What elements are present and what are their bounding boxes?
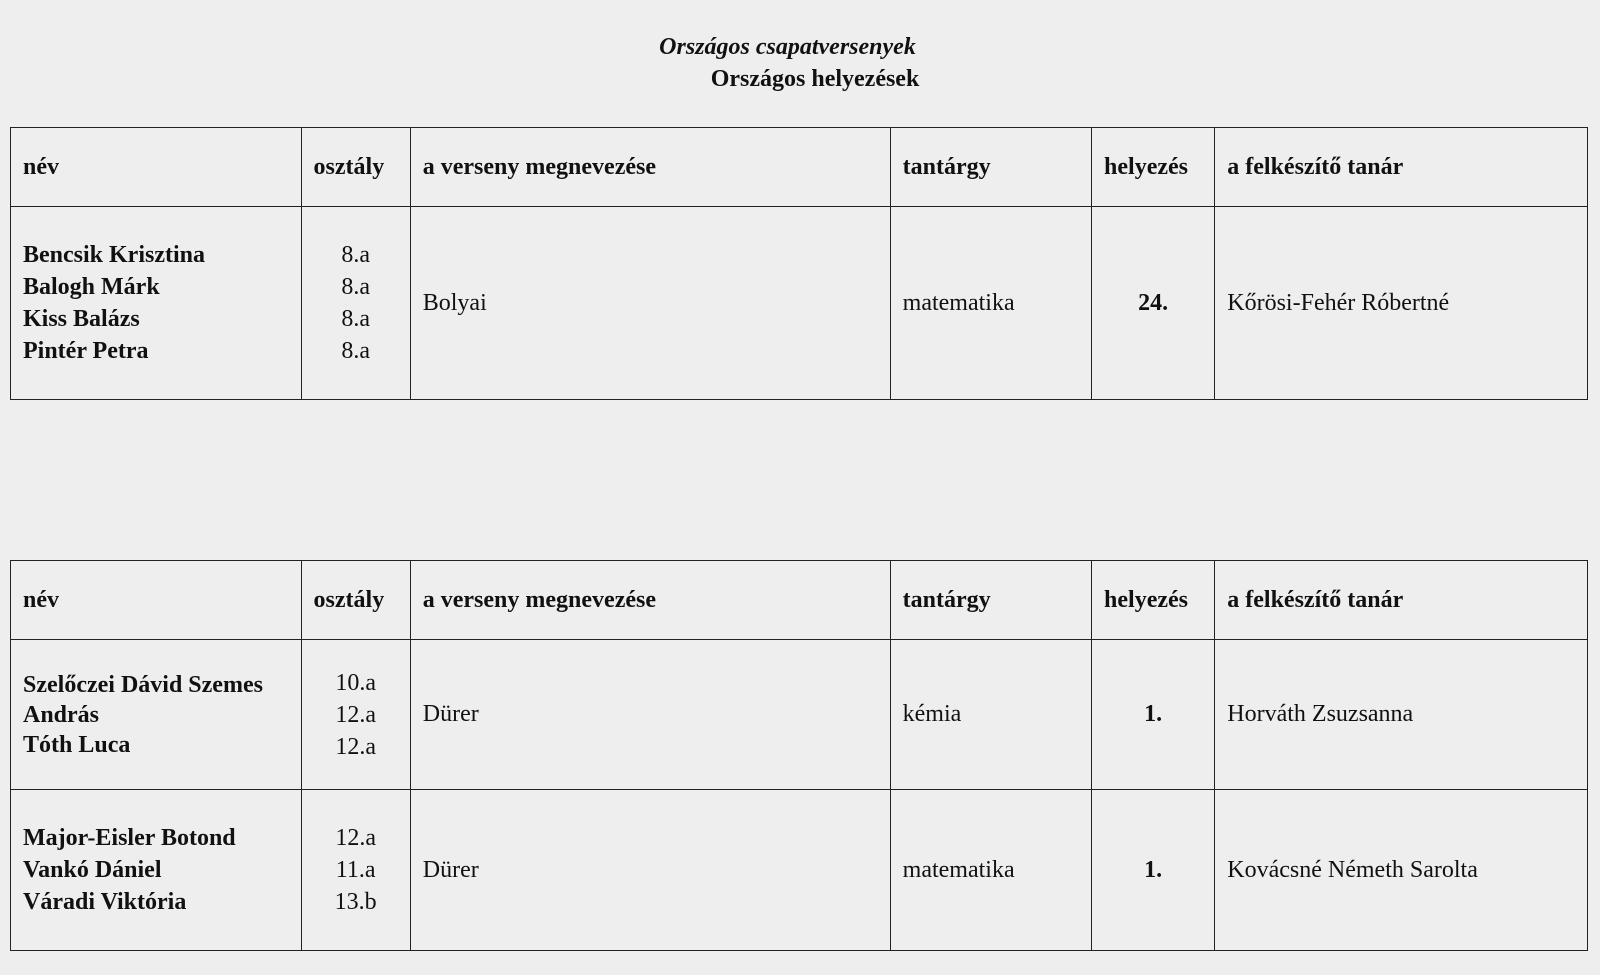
student-class: 12.a xyxy=(335,701,376,728)
student-name: Bencsik Krisztina xyxy=(23,242,206,268)
student-name: Váradi Viktória xyxy=(23,889,187,915)
student-name: András xyxy=(23,701,100,728)
student-name: Szelőczei Dávid Szemes xyxy=(23,671,263,698)
student-class: 13.b xyxy=(334,889,377,915)
student-class: 12.a xyxy=(335,733,376,760)
competition-cell: Bolyai xyxy=(410,207,890,400)
team-names-cell xyxy=(11,640,302,790)
student-class: 8.a xyxy=(341,306,370,332)
student-class: 8.a xyxy=(341,242,370,268)
classes-cell xyxy=(301,640,410,790)
table-row xyxy=(11,640,1588,790)
competition-cell: Dürer xyxy=(410,640,890,790)
place-cell: 24. xyxy=(1092,207,1215,400)
student-name: Kiss Balázs xyxy=(23,306,140,332)
student-class: 11.a xyxy=(335,857,376,883)
results-table-1 xyxy=(10,127,1588,400)
teacher-cell: Kovácsné Németh Sarolta xyxy=(1215,790,1588,951)
student-name: Vankó Dániel xyxy=(23,857,162,883)
header-class: osztály xyxy=(301,128,410,207)
table-header-row xyxy=(11,561,1588,640)
header-teacher: a felkészítő tanár xyxy=(1215,128,1588,207)
subject-cell: matematika xyxy=(890,207,1091,400)
header-competition: a verseny megnevezése xyxy=(410,561,890,640)
student-name: Balogh Márk xyxy=(23,274,160,300)
page-title: Országos csapatversenyek xyxy=(659,34,916,60)
table-row xyxy=(11,207,1588,400)
student-name: Pintér Petra xyxy=(23,338,149,364)
student-class: 8.a xyxy=(341,274,370,300)
table-row xyxy=(11,790,1588,951)
header-name: név xyxy=(11,128,302,207)
header-subject: tantárgy xyxy=(890,128,1091,207)
classes-cell xyxy=(301,790,410,951)
header-place: helyezés xyxy=(1092,561,1215,640)
student-name: Major-Eisler Botond xyxy=(23,825,236,851)
teacher-cell: Kőrösi-Fehér Róbertné xyxy=(1215,207,1588,400)
header-name: név xyxy=(11,561,302,640)
competition-cell: Dürer xyxy=(410,790,890,951)
header-subject: tantárgy xyxy=(890,561,1091,640)
subject-cell: matematika xyxy=(890,790,1091,951)
team-names-cell xyxy=(11,790,302,951)
results-table-2 xyxy=(10,560,1588,951)
page-subtitle: Országos helyezések xyxy=(710,66,920,92)
header-competition: a verseny megnevezése xyxy=(410,128,890,207)
team-names-cell xyxy=(11,207,302,400)
header-place: helyezés xyxy=(1092,128,1215,207)
student-class: 10.a xyxy=(335,669,376,696)
classes-cell xyxy=(301,207,410,400)
teacher-cell: Horváth Zsuzsanna xyxy=(1215,640,1588,790)
student-class: 8.a xyxy=(341,338,370,364)
student-class: 12.a xyxy=(335,825,376,851)
header-class: osztály xyxy=(301,561,410,640)
place-cell: 1. xyxy=(1092,790,1215,951)
place-cell: 1. xyxy=(1092,640,1215,790)
header-teacher: a felkészítő tanár xyxy=(1215,561,1588,640)
student-name: Tóth Luca xyxy=(23,731,131,758)
table-header-row xyxy=(11,128,1588,207)
subject-cell: kémia xyxy=(890,640,1091,790)
